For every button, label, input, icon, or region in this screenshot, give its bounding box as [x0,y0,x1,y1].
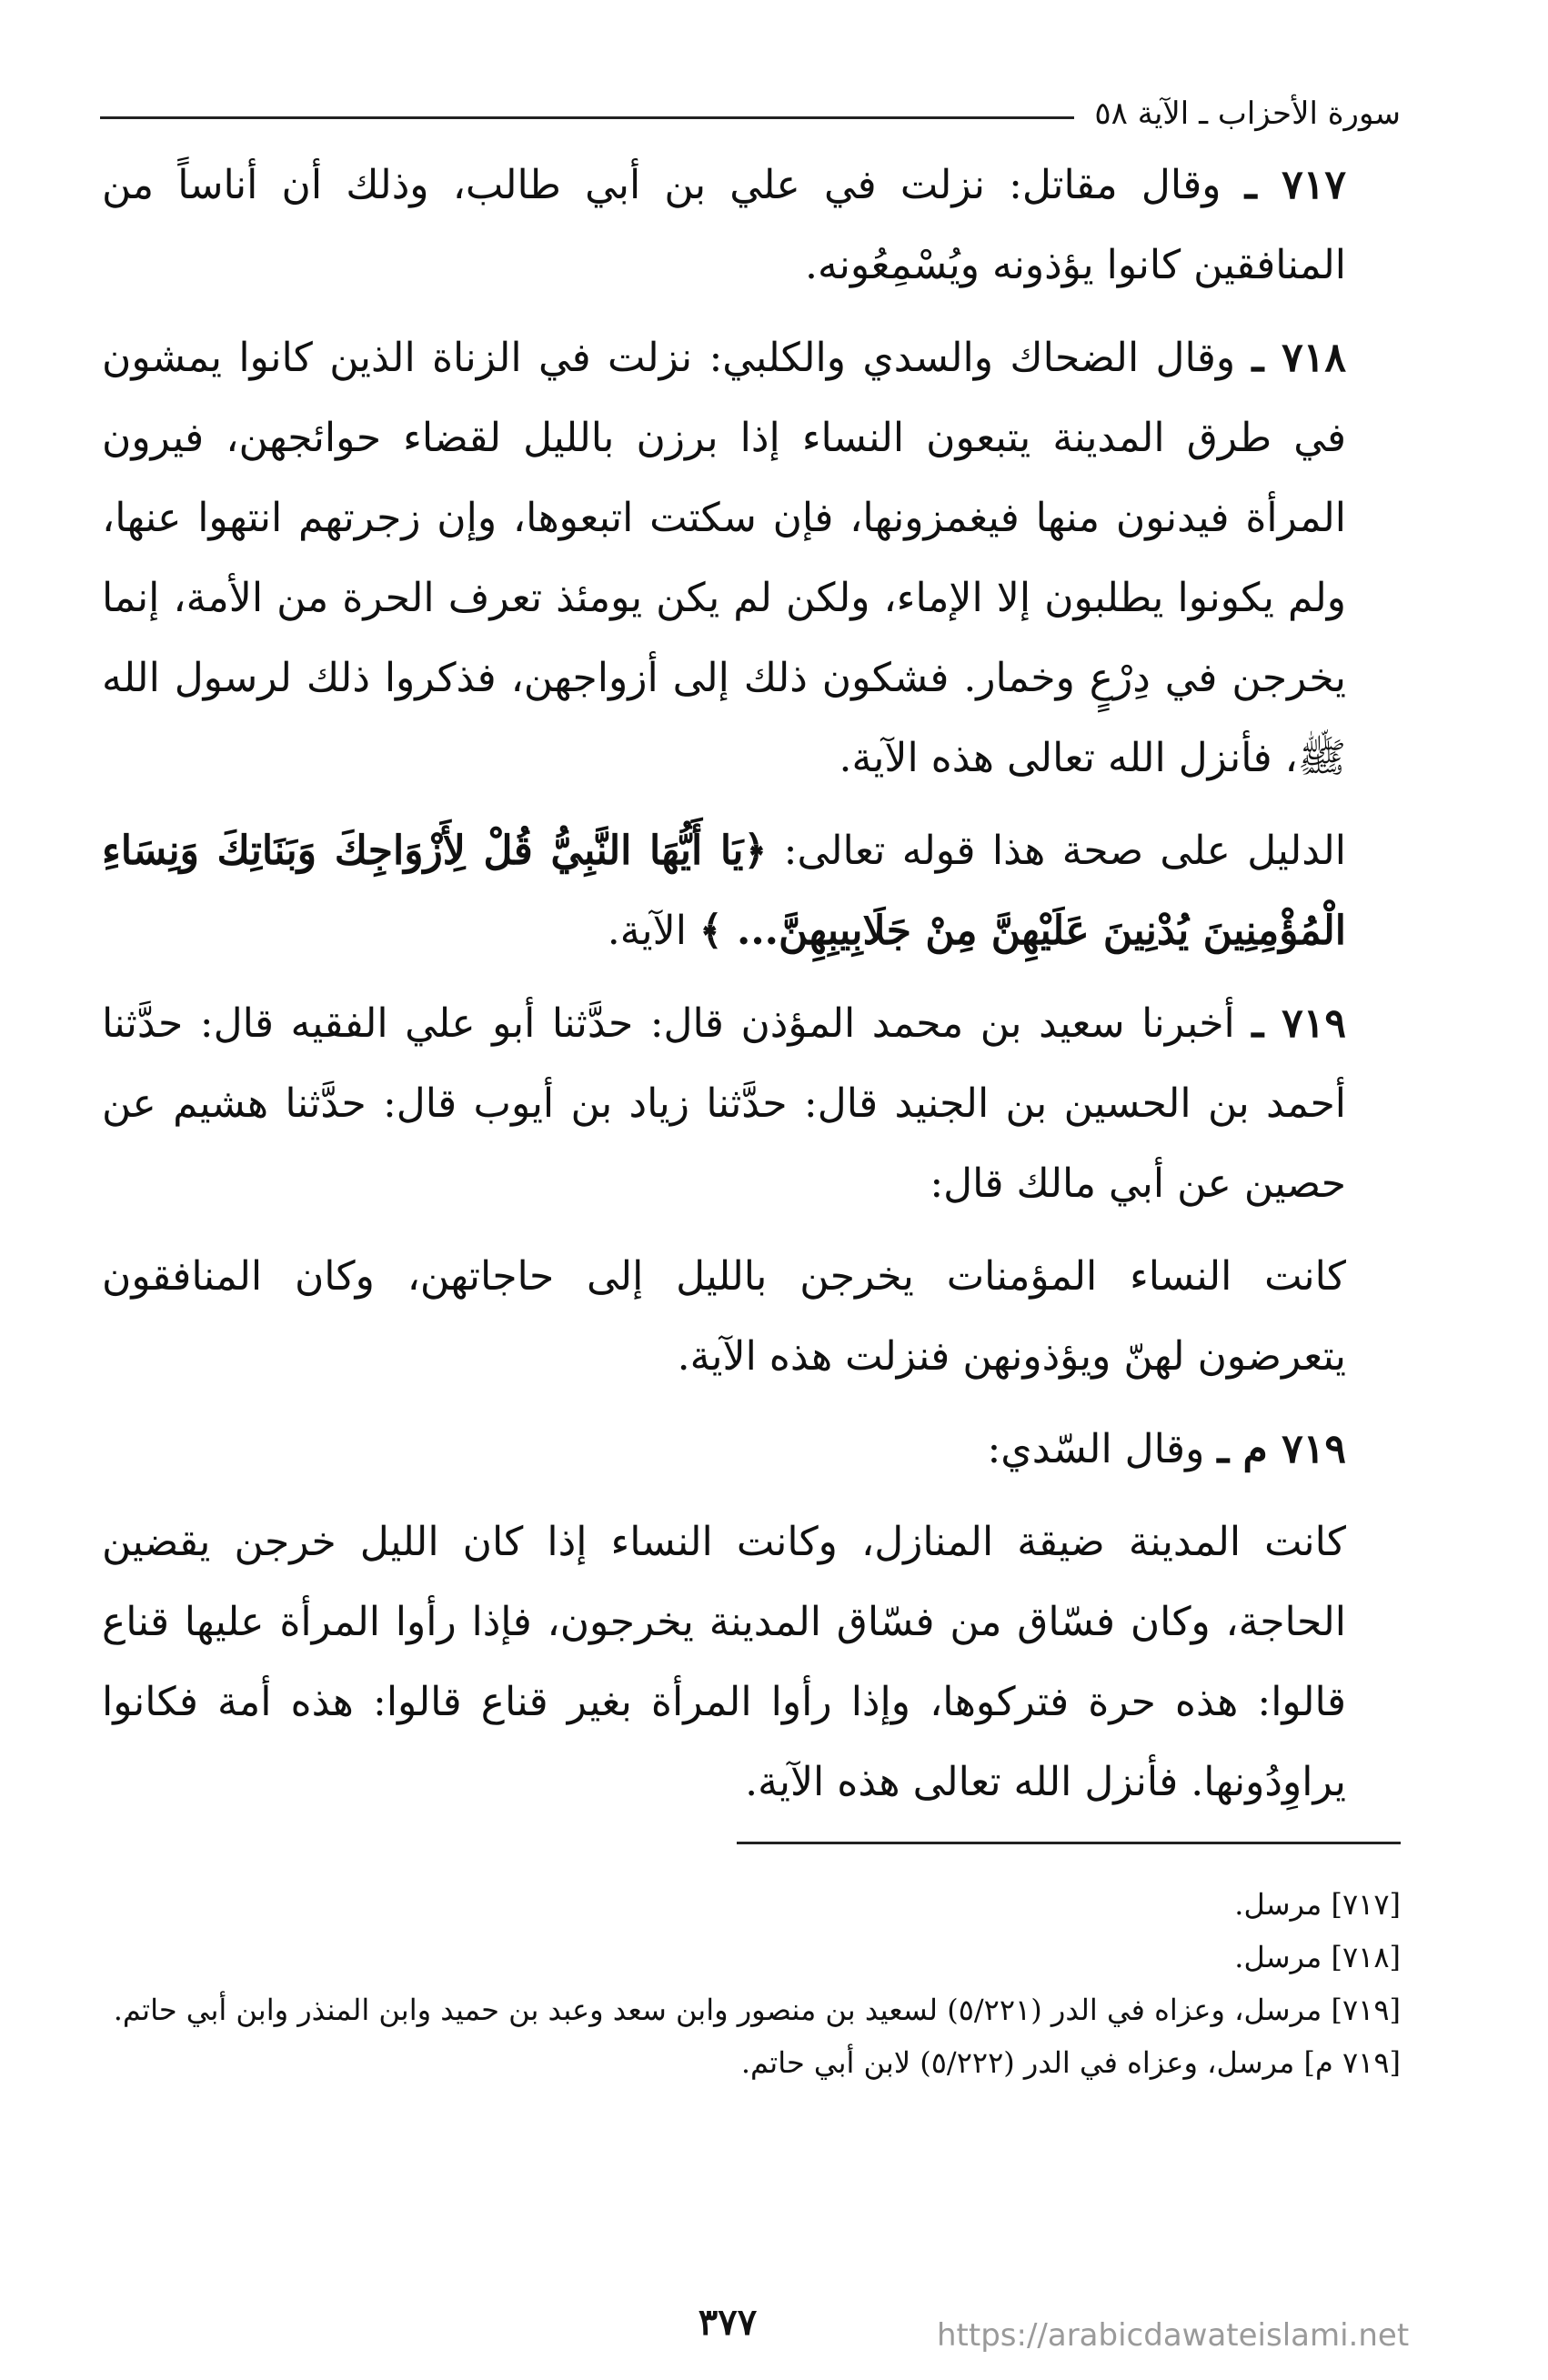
paragraph-text: وقال الضحاك والسدي والكلبي: نزلت في الزناة الذين كانوا يمشون في طرق المدينة يتبعون النساء إذا برزن بالليل لقضاء حوائجهن، فيرون المرأة فيدنون منها فيغمزونها، فإن سكتت اتبعوها، وإن زجرتهم انتهوا عنها، ولم يكونوا يطلبون إلا الإماء، ولكن لم يكن يومئذ تعرف الحرة من الأمة، إنما يخرجن في دِرْعٍ وخمار. فشكون ذلك إلى أزواجهن، فذكروا ذلك لرسول الله ﷺ، فأنزل الله تعالى هذه الآية. [102,335,1346,781]
footnotes [102,1878,1401,2089]
main-text [102,146,1401,1835]
narration-matn: كانت النساء المؤمنات يخرجن بالليل إلى حاجاتهن، وكان المنافقون يتعرضون لهنّ ويؤذونهن فنزلت هذه الآية. [102,1253,1346,1380]
narration-intro: وقال السّدي: [987,1426,1218,1472]
narration-chain: أخبرنا سعيد بن محمد المؤذن قال: حدَّثنا أبو علي الفقيه قال: حدَّثنا أحمد بن الحسين بن الجنيد قال: حدَّثنا زياد بن أيوب قال: حدَّثنا هشيم عن حصين عن أبي مالك قال: [102,1000,1346,1207]
evidence-paragraph [102,811,1401,971]
paragraph-719m [102,1410,1401,1490]
header-rule [100,116,1074,119]
running-header [100,86,1401,141]
paragraph-719 [102,984,1401,1224]
paragraph-717 [102,146,1401,306]
footnote-719: [٧١٩] مرسل، وعزاه في الدر (٥/٢٢١) لسعيد بن منصور وابن سعد وعبد بن حميد وابن المنذر وابن أبي حاتم. [113,1993,1401,2027]
evidence-intro: الدليل على صحة هذا قوله تعالى: [767,828,1346,874]
paragraph-718 [102,318,1401,798]
narration-m-matn: كانت المدينة ضيقة المنازل، وكانت النساء إذا كان الليل خرجن يقضين الحاجة، وكان فسّاق من فسّاق المدينة يخرجون، فإذا رأوا المرأة عليها قناع قالوا: هذه حرة فتركوها، وإذا رأوا المرأة بغير قناع قالوا: هذه أمة فكانوا يراوِدُونها. فأنزل الله تعالى هذه الآية. [102,1519,1346,1805]
footnote-717: [٧١٧] مرسل. [1234,1887,1401,1922]
watermark: https://arabicdawateislami.net [937,2317,1410,2354]
quran-verse: ﴿يَا أَيُّهَا النَّبِيُّ قُلْ لِأَزْوَاجِكَ وَبَنَاتِكَ وَنِسَاءِ الْمُؤْمِنِينَ يُدْنِينَ عَلَيْهِنَّ مِنْ جَلَابِيبِهِنَّ... ﴾ [102,828,1346,954]
paragraph-number: ٧١٧ ـ [1244,162,1347,208]
header-title: سورة الأحزاب ـ الآية ٥٨ [1094,95,1401,132]
footnote-rule [737,1842,1401,1844]
paragraph-number: ٧١٨ ـ [1251,335,1346,381]
paragraph-text: وقال مقاتل: نزلت في علي بن أبي طالب، وذلك أن أناساً من المنافقين كانوا يؤذونه ويُسْمِعُونه. [102,162,1346,288]
footnote-719m: [٧١٩ م] مرسل، وعزاه في الدر (٥/٢٢٢) لابن أبي حاتم. [740,2045,1401,2080]
page-number: ٣٧٧ [698,2301,758,2344]
paragraph-number: ٧١٩ ـ [1251,1000,1346,1047]
evidence-tail: الآية. [607,908,699,954]
paragraph-number: ٧١٩ م ـ [1217,1426,1346,1472]
footnote-718: [٧١٨] مرسل. [1234,1940,1401,1974]
